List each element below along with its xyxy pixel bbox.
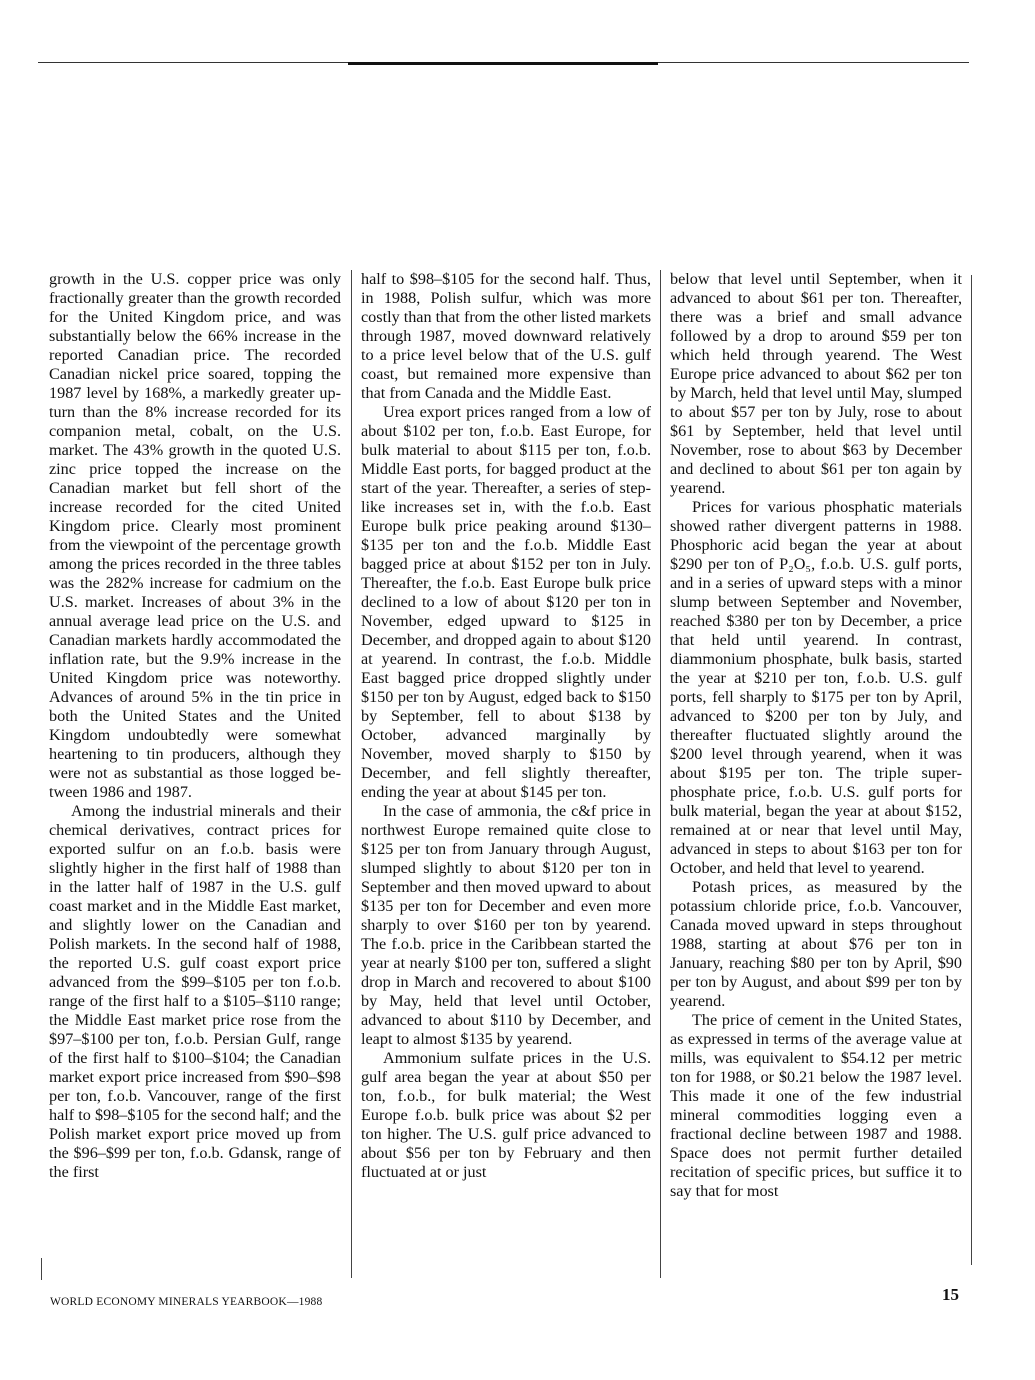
top-rule-thick	[348, 62, 658, 65]
text-column-1	[49, 270, 341, 1280]
paragraph-cement-prices: The price of cement in the United States, as expressed in terms of the average value at mills, was equivalent to $54.12 per metric ton for 1988, or $0.21 below the 1987 level. This made it one of the few industrial mineral commodities logging even a fractional decline between 1987 and 1988. Space does not permit further detailed recitation of specific prices, but suffice it to say that for most	[670, 1011, 962, 1200]
column-divider-1	[351, 270, 352, 1278]
paragraph-phosphate-prices: Prices for various phosphatic materials showed rather divergent patterns in 1988. Phosphoric acid began the year at about $290 per ton of P₂O₅, f.o.b. U.S. gulf ports, and in a series of upward steps with a minor slump between September and November, reached $380 per ton by December, a price that held until yearend. In contrast, diammonium phosphate, bulk basis, started the year at $210 per ton, f.o.b. U.S. gulf ports, fell sharply to $175 per ton by April, advanced to $200 per ton by July, and thereafter fluctuated slightly around the $200 level through yearend, when it was about $195 per ton. The triple superphosphate price, f.o.b. U.S. gulf ports for bulk material, began the year at about $152, remained at or near that level until May, advanced in steps to about $163 per ton for October, and held that level to yearend.	[670, 498, 962, 877]
paragraph-ammonium-sulfate-prices: Ammonium sulfate prices in the U.S. gulf area began the year at about $50 per ton, f.o.b., for bulk material; the West Europe f.o.b. bulk price was about $2 per ton higher. The U.S. gulf price advanced to about $56 per ton by February and then fluctuated at or just	[361, 1049, 651, 1181]
paragraph-ammonia-prices: In the case of ammonia, the c&f price in northwest Europe remained quite close to $125 per ton from January through August, slumped slightly to about $120 per ton in September and then moved upward to about $135 per ton for December and even more sharply to over $160 per ton by yearend. The f.o.b. price in the Caribbean started the year at nearly $100 per ton, suffered a slight drop in March and recovered to about $100 by May, held that level until October, advanced to about $110 by December, and leapt to almost $135 by yearend.	[361, 802, 651, 1048]
column-divider-3	[971, 275, 972, 1265]
paragraph-potash-prices: Potash prices, as measured by the potassium chloride price, f.o.b. Vancouver, Canada moved upward in steps throughout 1988, starting at about $76 per ton in January, reaching $80 per ton by April, $90 per ton by August, and about $99 per ton by yearend.	[670, 878, 962, 1010]
column-divider-left-stub	[41, 1258, 42, 1280]
paragraph-urea-prices: Urea export prices ranged from a low of about $102 per ton, f.o.b. East Europe, for bulk material to about $115 per ton, f.o.b. Middle East ports, for bagged product at the start of the year. Thereafter, a series of step-like increases set in, with the f.o.b. East Europe bulk price peaking around $130–$135 per ton and the f.o.b. Middle East bagged price at about $152 per ton in July. Thereafter, the f.o.b. East Europe bulk price declined to a low of about $120 per ton in November, edged upward to $125 in December, and dropped again to about $120 at yearend. In contrast, the f.o.b. Middle East bagged price dropped slightly under $150 per ton by August, edged back to $150 by September, fell to about $138 by October, advanced marginally by November, moved sharply to $150 by December, and fell slightly thereafter, ending the year at about $145 per ton.	[361, 403, 651, 801]
paragraph-metals-price-growth: growth in the U.S. copper price was only fractionally greater than the growth recorded for the United Kingdom price, and was substantially below the 66% increase in the reported Canadian price. The recorded Canadian nickel price soared, topping the 1987 level by 168%, a markedly greater upturn than the 8% increase recorded for its companion metal, cobalt, on the U.S. market. The 43% growth in the quoted U.S. zinc price topped the increase on the Canadian market but fell short of the increase recorded for the cited United Kingdom price. Clearly most prominent from the viewpoint of the percentage growth among the prices recorded in the three tables was the 282% increase for cadmium on the U.S. market. Increases of about 3% in the annual average lead price on the U.S. and Canadian markets hardly accommodated the inflation rate, but the 9.9% increase in the United Kingdom price was noteworthy. Advances of around 5% in the tin price in both the United States and the United Kingdom undoubtedly were somewhat heartening to tin producers, although they were not as substantial as those logged between 1986 and 1987.	[49, 270, 341, 801]
paragraph-sulfur-prices: Among the industrial minerals and their chemical derivatives, contract prices for exported sulfur on an f.o.b. basis were slightly higher in the first half of 1988 than in the latter half of 1987 in the U.S. gulf coast market and in the Middle East market, and slightly lower on the Canadian and Polish markets. In the second half of 1988, the reported U.S. gulf coast export price advanced from the $99–$105 per ton f.o.b. range of the first half to a $105–$110 range; the Middle East market price rose from the $97–$100 per ton, f.o.b. Persian Gulf, range of the first half to $100–$104; the Canadian market export price increased from $90–$98 per ton, f.o.b. Vancouver, range of the first half to $98–$105 for the second half; and the Polish market export price moved up from the $96–$99 per ton, f.o.b. Gdansk, range of the first	[49, 802, 341, 1181]
column-divider-2	[660, 270, 661, 1278]
running-footer-title: WORLD ECONOMY MINERALS YEARBOOK—1988	[50, 1296, 323, 1308]
page-number: 15	[942, 1285, 959, 1304]
paragraph-sulfur-continued: half to $98–$105 for the second half. Thus, in 1988, Polish sulfur, which was more costly than that from the other listed markets through 1987, moved downward relatively to a price level below that of the U.S. gulf coast, but remained more expensive than that from Canada and the Middle East.	[361, 270, 651, 402]
paragraph-ammonium-sulfate-continued: below that level until September, when it advanced to about $61 per ton. Thereafter, there was a brief and small advance followed by a drop to around $59 per ton which held through yearend. The West Europe price advanced to about $62 per ton by March, held that level until May, slumped to about $57 per ton by July, rose to about $61 by September, held that level until November, rose to about $63 by December and declined to about $61 per ton again by yearend.	[670, 270, 962, 497]
text-column-2	[361, 270, 651, 1280]
text-column-3	[670, 270, 962, 1280]
